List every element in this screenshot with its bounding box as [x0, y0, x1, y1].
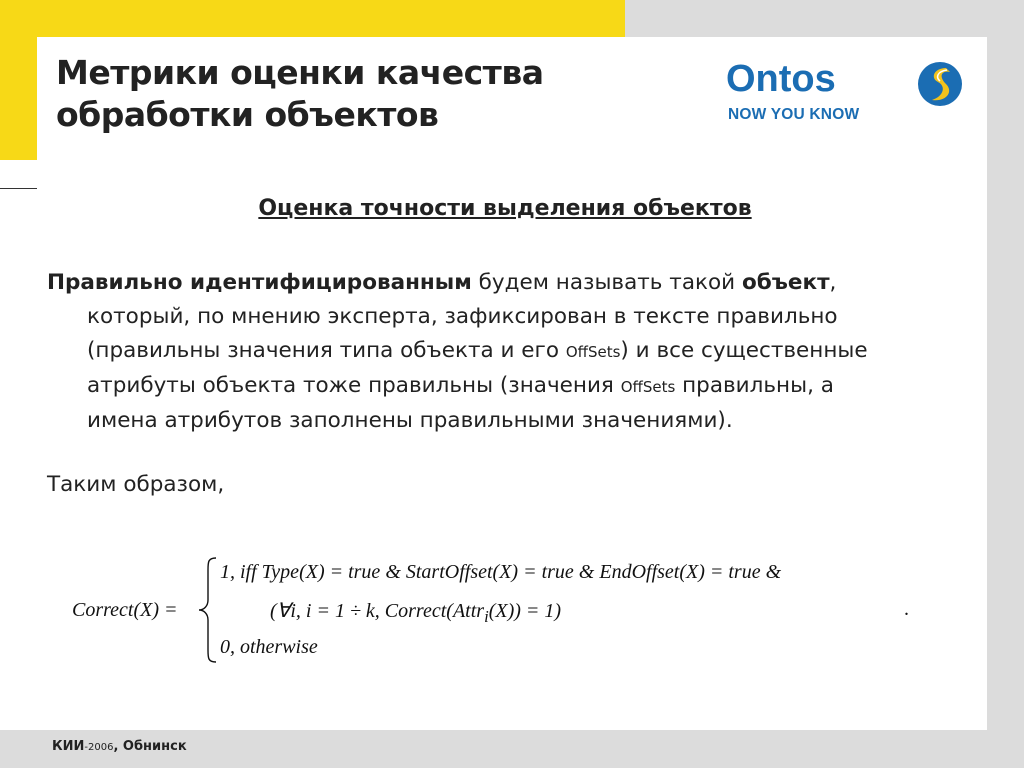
slide-title: [56, 52, 616, 136]
offsets-term: OffSets: [565, 343, 621, 361]
paragraph-text: ) и все существенные: [620, 338, 868, 363]
ontos-logo: [726, 58, 971, 128]
correct-formula: [60, 552, 960, 672]
paragraph-line-2: который, по мнению эксперта, зафиксирован в тексте правильно: [87, 304, 838, 329]
paragraph-line-1: [47, 266, 957, 300]
formula-lhs: Correct(X) =: [72, 599, 178, 621]
paragraph-text: будем называть такой: [471, 270, 742, 295]
logo-wordmark: Ontos: [726, 58, 836, 100]
left-divider-line: [0, 188, 37, 189]
logo-tagline: NOW YOU KNOW: [728, 106, 860, 123]
definition-paragraph: [47, 266, 957, 438]
formula-case-1: 1, iff Type(X) = true & StartOffset(X) = true & EndOffset(X) = true &: [220, 561, 782, 583]
formula-row2-end: (X)) = 1): [488, 600, 562, 622]
paragraph-line-4: [47, 369, 957, 404]
curly-brace-icon: [196, 556, 220, 664]
paragraph-text: ,: [829, 270, 837, 295]
formula-case-2: 0, otherwise: [220, 636, 318, 658]
formula-end-dot: .: [904, 598, 909, 620]
paragraph-line-5: имена атрибутов заполнены правильными значениями).: [87, 408, 733, 433]
paragraph-text: правильны, а: [675, 373, 834, 398]
formula-subscript: i: [484, 607, 489, 626]
formula-row2-text: (∀i, i = 1 ÷ k, Correct(Attr: [270, 600, 485, 622]
bold-term: Правильно идентифицированным: [47, 270, 472, 295]
thus-text: Таким образом,: [47, 472, 225, 497]
paragraph-text: (правильны значения типа объекта и его: [87, 338, 566, 363]
footer-city: , Обнинск: [113, 739, 187, 754]
slide-footer: [52, 739, 187, 754]
paragraph-text: атрибуты объекта тоже правильны (значения: [87, 373, 621, 398]
left-margin-strip: [0, 160, 37, 730]
slide-title-line-2: обработки объектов: [56, 95, 439, 134]
bold-object: объект: [741, 270, 830, 295]
offsets-term: OffSets: [620, 378, 676, 396]
slide-title-line-1: Метрики оценки качества: [56, 53, 544, 92]
ontos-swirl-icon: [916, 60, 964, 108]
paragraph-line-3: [47, 334, 957, 369]
slide-subtitle: Оценка точности выделения объектов: [258, 196, 752, 221]
formula-case-1-cont: [270, 598, 561, 627]
footer-year: -2006: [84, 742, 114, 753]
footer-conf: КИИ: [52, 739, 85, 754]
